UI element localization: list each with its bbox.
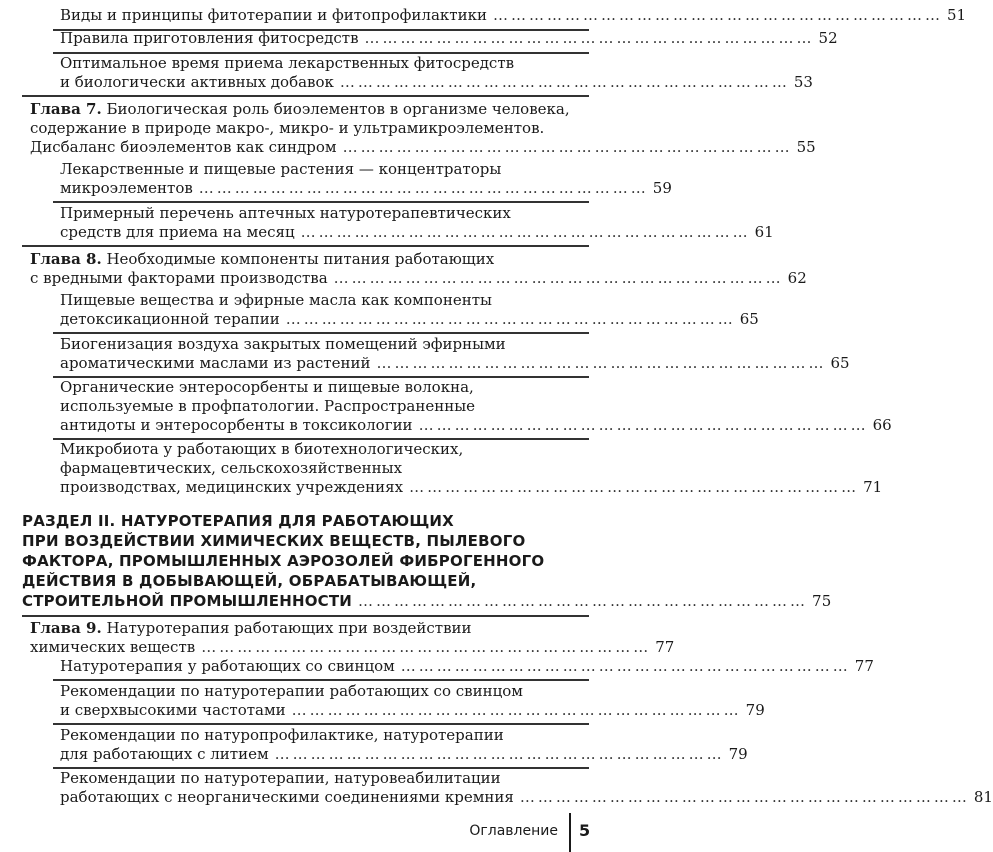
toc-entry-title: Микробиота у работающих в биотехнологических, bbox=[60, 440, 464, 458]
toc-entry-title: фармацевтических, сельскохозяйственных bbox=[60, 459, 403, 477]
toc-entry-page: 53 bbox=[793, 73, 813, 91]
toc-entry-title: производствах, медицинских учреждениях bbox=[60, 478, 404, 496]
toc-entry-title: Лекарственные и пищевые растения — концентраторы bbox=[60, 160, 502, 178]
leader-dots: ………………………………………………………………… bbox=[274, 745, 725, 763]
toc-entry-title: микроэлементов bbox=[60, 179, 193, 197]
toc-entry-title: Примерный перечень аптечных натуротерапевтических bbox=[60, 204, 511, 222]
toc-entry-page: 75 bbox=[812, 592, 832, 610]
section-title: СТРОИТЕЛЬНОЙ ПРОМЫШЛЕННОСТИ bbox=[22, 592, 353, 610]
toc-entry-page: 62 bbox=[787, 269, 807, 287]
toc-entry-page: 65 bbox=[830, 354, 850, 372]
toc-entry-title: и биологически активных добавок bbox=[60, 73, 334, 91]
toc-entry-title: Пищевые вещества и эфирные масла как компоненты bbox=[60, 291, 492, 309]
toc-entry-title: Виды и принципы фитотерапии и фитопрофилактики bbox=[60, 6, 487, 24]
page-number: 5 bbox=[579, 821, 591, 840]
leader-dots: ………………………………………………………………… bbox=[300, 223, 751, 241]
toc-entry-title: Рекомендации по натуротерапии работающих со свинцом bbox=[60, 682, 523, 700]
toc-entry-page: 81 bbox=[973, 788, 993, 806]
leader-dots: ………………………………………………………………… bbox=[418, 416, 869, 434]
toc-entry-page: 61 bbox=[754, 223, 774, 241]
chapter-title: химических веществ bbox=[30, 638, 196, 656]
toc-entry-title: Органические энтеросорбенты и пищевые волокна, bbox=[60, 378, 474, 396]
toc-entry-title: Оптимальное время приема лекарственных фитосредств bbox=[60, 54, 515, 72]
chapter-title: содержание в природе макро-, микро- и ультрамикроэлементов. bbox=[30, 119, 545, 137]
toc-entry-title: средств для приема на месяц bbox=[60, 223, 295, 241]
toc-entry-title: работающих с неорганическими соединениями кремния bbox=[60, 788, 514, 806]
running-footer-label: Оглавление bbox=[469, 823, 558, 839]
section-title: ПРИ ВОЗДЕЙСТВИИ ХИМИЧЕСКИХ ВЕЩЕСТВ, ПЫЛЕВОГО bbox=[22, 532, 526, 550]
chapter-title: Биологическая роль биоэлементов в организме человека, bbox=[101, 100, 570, 118]
leader-dots: ………………………………………………………………… bbox=[342, 138, 793, 156]
toc-entry-title: и сверхвысокими частотами bbox=[60, 701, 286, 719]
toc-entry-title: Рекомендации по натуропрофилактике, натуротерапии bbox=[60, 726, 504, 744]
toc-entry-title: Биогенизация воздуха закрытых помещений эфирными bbox=[60, 335, 506, 353]
section-title: ДЕЙСТВИЯ В ДОБЫВАЮЩЕЙ, ОБРАБАТЫВАЮЩЕЙ, bbox=[22, 572, 477, 590]
leader-dots: ………………………………………………………………… bbox=[409, 478, 860, 496]
toc-entry-title: ароматическими маслами из растений bbox=[60, 354, 371, 372]
footer-separator bbox=[569, 813, 571, 852]
toc-entry-page: 77 bbox=[854, 657, 874, 675]
divider bbox=[53, 723, 589, 725]
divider bbox=[53, 679, 589, 681]
leader-dots: ………………………………………………………………… bbox=[519, 788, 970, 806]
toc-entry-title: Натуротерапия у работающих со свинцом bbox=[60, 657, 395, 675]
toc-entry-page: 55 bbox=[796, 138, 816, 156]
chapter-title: с вредными факторами производства bbox=[30, 269, 328, 287]
leader-dots: ………………………………………………………………… bbox=[358, 592, 809, 610]
toc-entry-page: 66 bbox=[872, 416, 892, 434]
chapter-number: Глава 7. bbox=[30, 100, 102, 118]
leader-dots: ………………………………………………………………… bbox=[333, 269, 784, 287]
leader-dots: ………………………………………………………………… bbox=[285, 310, 736, 328]
leader-dots: ………………………………………………………………… bbox=[198, 179, 649, 197]
leader-dots: ………………………………………………………………… bbox=[291, 701, 742, 719]
divider bbox=[22, 245, 589, 247]
toc-entry-page: 71 bbox=[863, 478, 883, 496]
section-title: РАЗДЕЛ II. НАТУРОТЕРАПИЯ ДЛЯ РАБОТАЮЩИХ bbox=[22, 512, 454, 530]
divider bbox=[22, 615, 589, 617]
chapter-title: Необходимые компоненты питания работающих bbox=[101, 250, 495, 268]
toc-entry-page: 51 bbox=[946, 6, 967, 24]
chapter-title: Дисбаланс биоэлементов как синдром bbox=[30, 138, 337, 156]
toc-entry-page: 77 bbox=[655, 638, 675, 656]
chapter-number: Глава 8. bbox=[30, 250, 102, 268]
toc-entry-title: используемые в профпатологии. Распространенные bbox=[60, 397, 476, 415]
toc-entry-title: Рекомендации по натуротерапии, натуровеабилитации bbox=[60, 769, 501, 787]
leader-dots: ………………………………………………………………… bbox=[492, 6, 943, 24]
leader-dots: ………………………………………………………………… bbox=[339, 73, 790, 91]
leader-dots: ………………………………………………………………… bbox=[400, 657, 851, 675]
leader-dots: ………………………………………………………………… bbox=[201, 638, 652, 656]
divider bbox=[53, 201, 589, 203]
toc-entry-page: 79 bbox=[728, 745, 748, 763]
leader-dots: ………………………………………………………………… bbox=[364, 29, 815, 47]
divider bbox=[53, 332, 589, 334]
toc-entry-page: 59 bbox=[652, 179, 672, 197]
toc-entry-page: 52 bbox=[818, 29, 838, 47]
toc-entry-title: Правила приготовления фитосредств bbox=[60, 29, 359, 47]
leader-dots: ………………………………………………………………… bbox=[376, 354, 827, 372]
toc-entry-title: для работающих с литием bbox=[60, 745, 269, 763]
chapter-number: Глава 9. bbox=[30, 619, 102, 637]
toc-entry-title: детоксикационной терапии bbox=[60, 310, 280, 328]
toc-entry-page: 79 bbox=[745, 701, 765, 719]
chapter-title: Натуротерапия работающих при воздействии bbox=[101, 619, 472, 637]
toc-entry-page: 65 bbox=[739, 310, 759, 328]
toc-entry-title: антидоты и энтеросорбенты в токсикологии bbox=[60, 416, 413, 434]
divider bbox=[22, 95, 589, 97]
section-title: ФАКТОРА, ПРОМЫШЛЕННЫХ АЭРОЗОЛЕЙ ФИБРОГЕННОГО bbox=[22, 552, 545, 570]
